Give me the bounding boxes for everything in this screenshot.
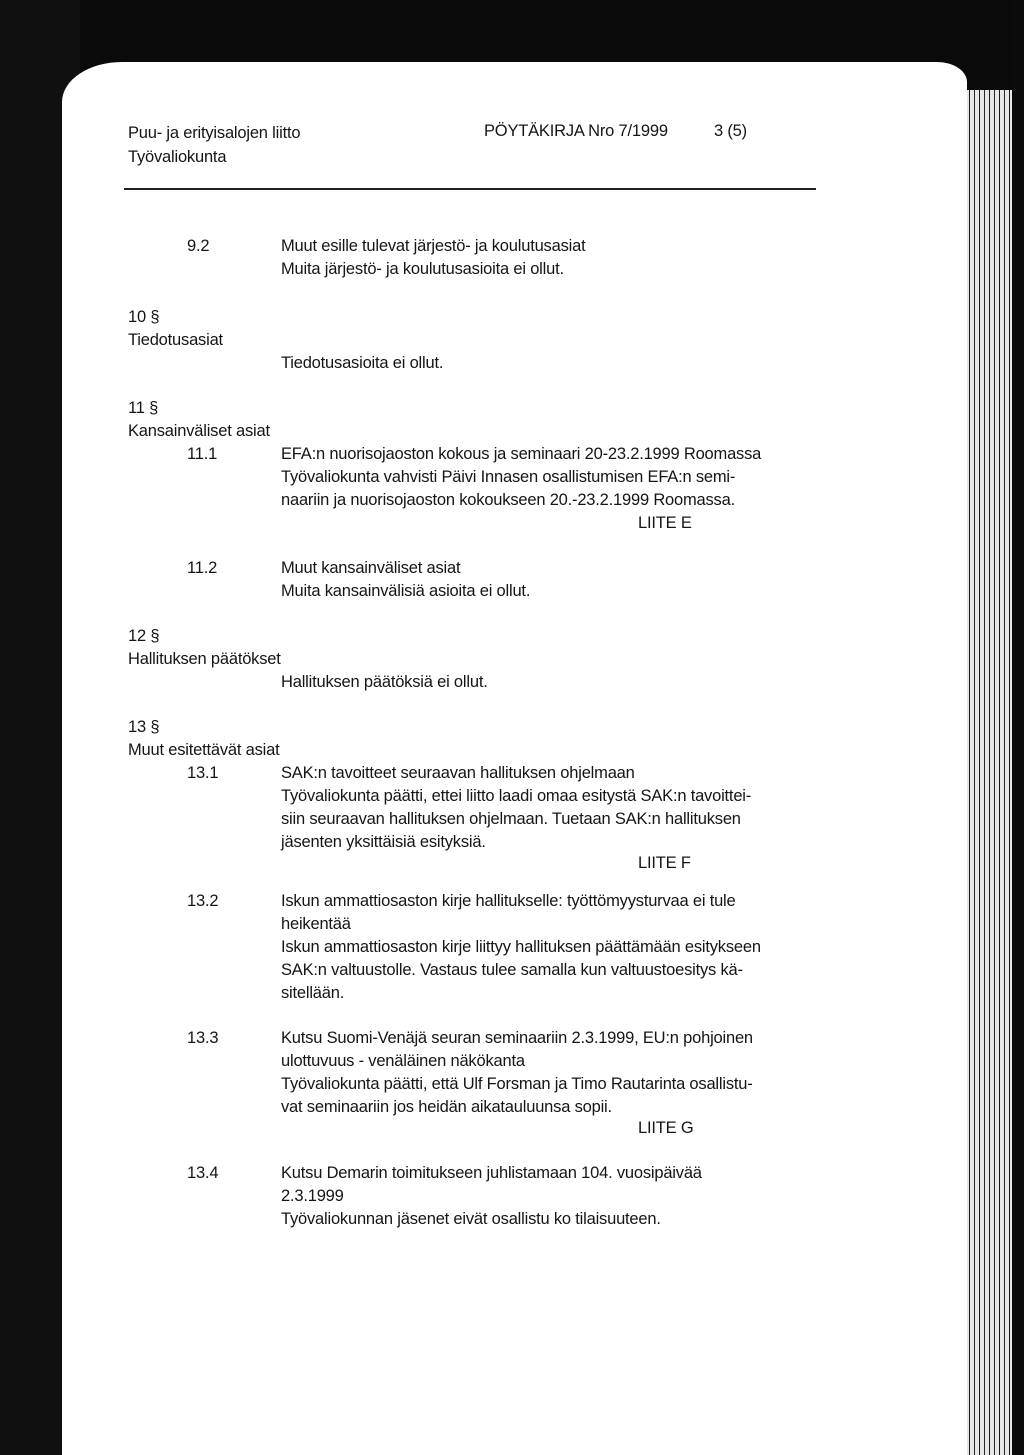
item-text-line: naariin ja nuorisojaoston kokoukseen 20.-23.2.1999 Roomassa. bbox=[281, 491, 735, 509]
section-number: 10 § bbox=[128, 308, 160, 326]
item-text-line: siin seuraavan hallituksen ohjelmaan. Tuetaan SAK:n hallituksen bbox=[281, 810, 741, 828]
item-text: Muita järjestö- ja koulutusasioita ei ollut. bbox=[281, 260, 564, 278]
item-text-line: Työvaliokunta vahvisti Päivi Innasen osallistumisen EFA:n semi- bbox=[281, 468, 736, 486]
attachment-reference: LIITE F bbox=[638, 854, 691, 872]
section-number: 12 § bbox=[128, 627, 160, 645]
item-title: 2.3.1999 bbox=[281, 1187, 344, 1205]
section-number: 11 § bbox=[128, 399, 159, 417]
item-text-line: Työvaliokunnan jäsenet eivät osallistu ko tilaisuuteen. bbox=[281, 1210, 661, 1228]
item-text-line: sitellään. bbox=[281, 984, 345, 1002]
attachment-reference: LIITE G bbox=[638, 1119, 694, 1137]
section-text: Hallituksen päätöksiä ei ollut. bbox=[281, 673, 488, 691]
item-number: 13.1 bbox=[187, 764, 219, 782]
item-number: 11.1 bbox=[187, 445, 218, 463]
item-title: heikentää bbox=[281, 915, 351, 933]
section-heading: Tiedotusasiat bbox=[128, 331, 223, 349]
item-number: 11.2 bbox=[187, 559, 218, 577]
item-number: 13.3 bbox=[187, 1029, 219, 1047]
item-title: Muut esille tulevat järjestö- ja koulutusasiat bbox=[281, 237, 586, 255]
section-number: 13 § bbox=[128, 718, 160, 736]
item-title: Kutsu Demarin toimitukseen juhlistamaan 104. vuosipäivää bbox=[281, 1164, 702, 1182]
item-text-line: Iskun ammattiosaston kirje liittyy hallituksen päättämään esitykseen bbox=[281, 938, 761, 956]
section-text: Tiedotusasioita ei ollut. bbox=[281, 354, 444, 372]
item-text-line: SAK:n valtuustolle. Vastaus tulee samalla kun valtuustoesitys kä- bbox=[281, 961, 743, 979]
section-heading: Muut esitettävät asiat bbox=[128, 741, 280, 759]
header-unit: Työvaliokunta bbox=[128, 148, 227, 166]
attachment-reference: LIITE E bbox=[638, 514, 692, 532]
page-number: 3 (5) bbox=[714, 122, 747, 140]
section-heading: Hallituksen päätökset bbox=[128, 650, 281, 668]
item-title: EFA:n nuorisojaoston kokous ja seminaari 20-23.2.1999 Roomassa bbox=[281, 445, 762, 463]
item-number: 13.2 bbox=[187, 892, 219, 910]
item-text: Muita kansainvälisiä asioita ei ollut. bbox=[281, 582, 531, 600]
document-title: PÖYTÄKIRJA Nro 7/1999 bbox=[484, 122, 668, 140]
item-title: SAK:n tavoitteet seuraavan hallituksen ohjelmaan bbox=[281, 764, 635, 782]
section-heading: Kansainväliset asiat bbox=[128, 422, 270, 440]
scan-dark-border-right bbox=[1012, 0, 1024, 1455]
item-title: Iskun ammattiosaston kirje hallitukselle: työttömyysturvaa ei tule bbox=[281, 892, 736, 910]
item-text-line: Työvaliokunta päätti, ettei liitto laadi omaa esitystä SAK:n tavoittei- bbox=[281, 787, 752, 805]
item-title: Kutsu Suomi-Venäjä seuran seminaariin 2.3.1999, EU:n pohjoinen bbox=[281, 1029, 753, 1047]
header-organization: Puu- ja erityisalojen liitto bbox=[128, 124, 301, 142]
item-number: 13.4 bbox=[187, 1164, 219, 1182]
item-title: Muut kansainväliset asiat bbox=[281, 559, 461, 577]
item-number: 9.2 bbox=[187, 237, 210, 255]
item-text-line: vat seminaariin jos heidän aikatauluunsa sopii. bbox=[281, 1098, 612, 1116]
item-title: ulottuvuus - venäläinen näkökanta bbox=[281, 1052, 525, 1070]
header-divider bbox=[124, 188, 816, 190]
item-text-line: Työvaliokunta päätti, että Ulf Forsman ja Timo Rautarinta osallistu- bbox=[281, 1075, 753, 1093]
item-text-line: jäsenten yksittäisiä esityksiä. bbox=[281, 833, 486, 851]
